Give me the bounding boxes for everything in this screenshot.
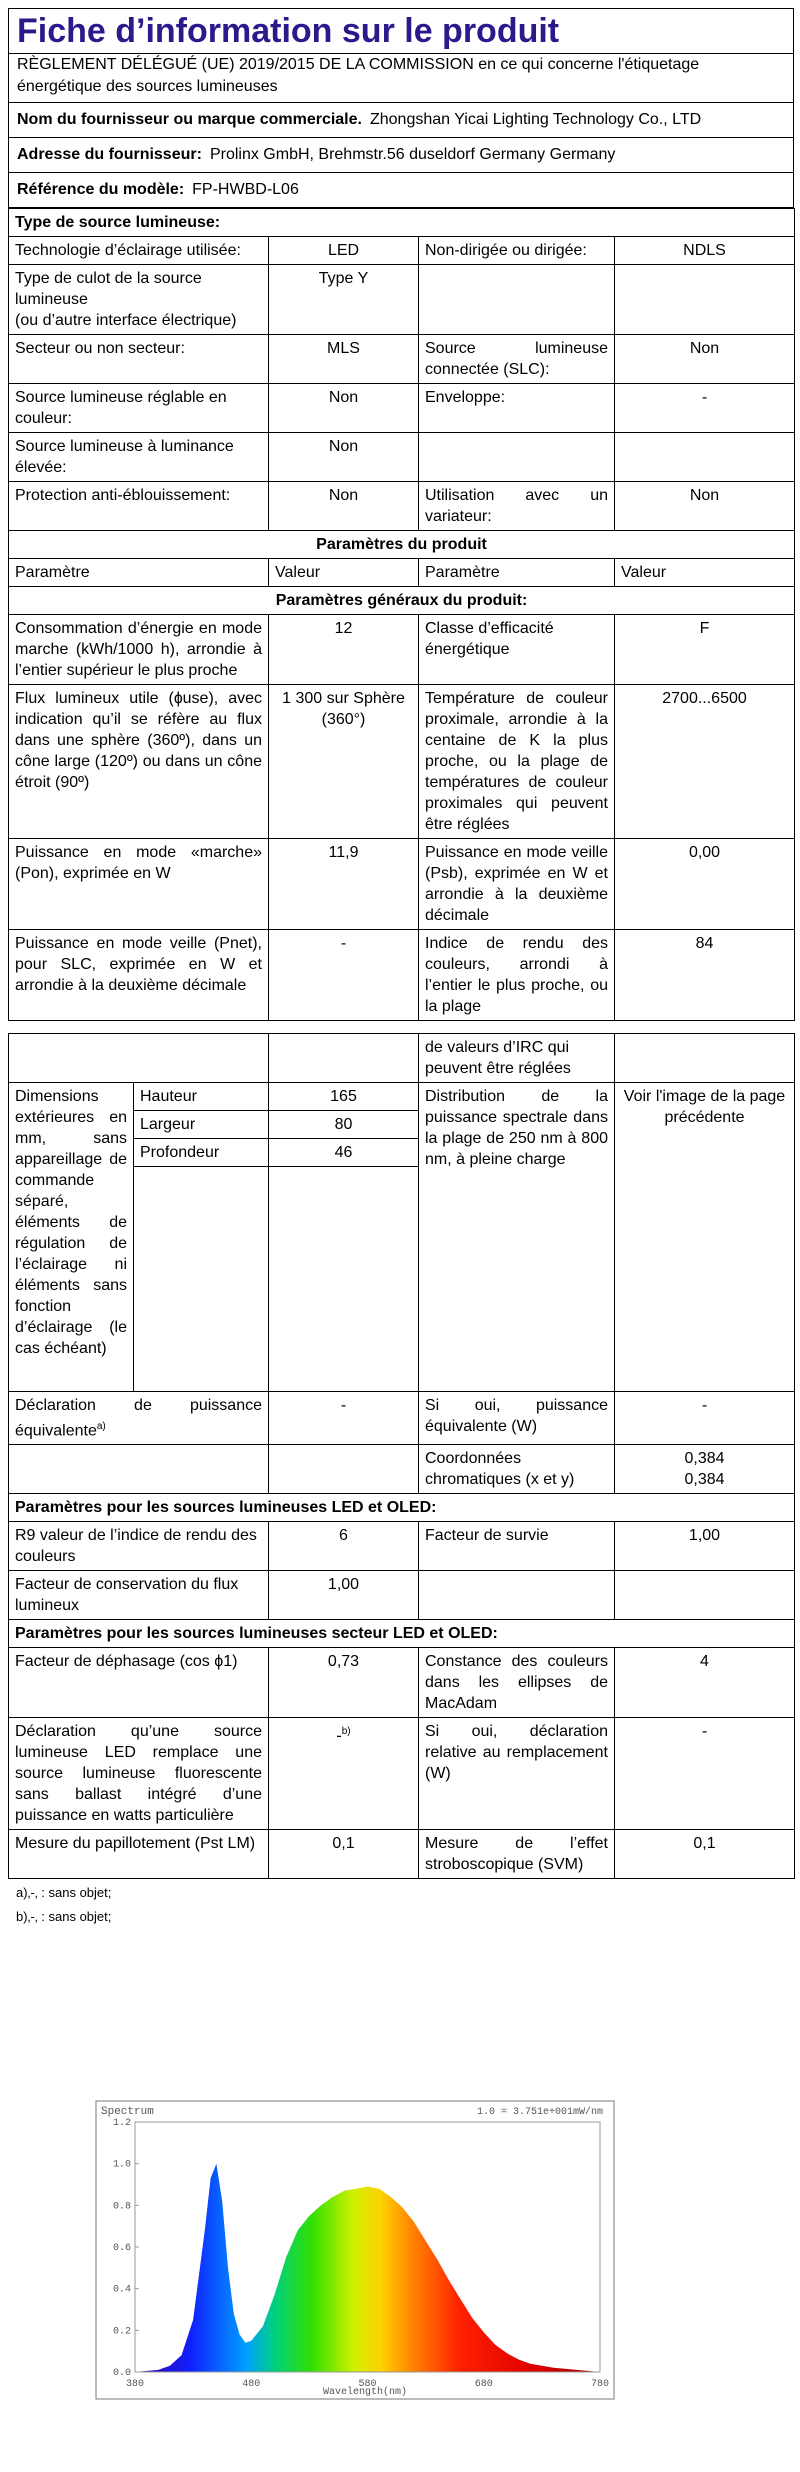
dimension-name: Largeur [134,1111,269,1139]
y-tick-label: 0.2 [112,2326,131,2338]
empty-cell [9,1445,269,1494]
empty-cell [134,1167,269,1392]
row-label-line: (ou d’autre interface électrique) [15,312,237,329]
regulation-subtitle: RÈGLEMENT DÉLÉGUÉ (UE) 2019/2015 DE LA COMMISSION en ce qui concerne l'étiquetage énergétique des sources lumineuses [8,53,794,103]
table-row [9,615,795,685]
table-row [9,1083,795,1111]
spectrum-svg [95,2100,615,2400]
y-tick-label: 0.4 [112,2284,131,2296]
row-value: Non [269,433,419,482]
row-label [419,1571,615,1620]
dimension-name: Profondeur [134,1139,269,1167]
dimension-value: 165 [269,1083,419,1111]
mains-header-row [9,1620,795,1648]
row-label: Classe d’efficacité énergétique [419,615,615,685]
row-value: - [615,1718,795,1830]
row-value: - [269,930,419,1021]
empty-cell [269,1167,419,1392]
row-value: - [615,1392,795,1445]
dimensions-label: Dimensions extérieures en mm, sans appareillage de commande séparé, éléments de régulation de l’éclairage ni éléments sans fonction d’éclairage (le cas échéant) [9,1083,134,1392]
row-value [615,1571,795,1620]
column-header: Valeur [269,559,419,587]
table-row [9,685,795,839]
dimension-value: 80 [269,1111,419,1139]
row-label: Distribution de la puissance spectrale dans la plage de 250 nm à 800 nm, à pleine charge [419,1083,615,1392]
type-header: Type de source lumineuse: [9,209,795,237]
footnote: b)‚-‚ : sans objet; [16,1909,112,1925]
table-row [9,335,795,384]
value-text: - [336,1727,342,1745]
row-label: Facteur de déphasage (cos ϕ1) [9,1648,269,1718]
row-value: MLS [269,335,419,384]
params-header-row [9,531,795,559]
row-value: 84 [615,930,795,1021]
y-tick-label: 1.0 [112,2159,131,2171]
row-value [615,265,795,335]
row-value [615,433,795,482]
chroma-x: 0,384 [684,1450,725,1468]
chart-annotation: 1.0 = 3.751e+001mW/nm [476,2107,603,2118]
row-value: Non [615,335,795,384]
row-label: Facteur de conservation du flux lumineux [9,1571,269,1620]
row-label: Déclaration qu’une source lumineuse LED remplace une source lumineuse fluorescente sans ballast intégré d’une puissance en watts particulière [9,1718,269,1830]
table-row [9,1522,795,1571]
page-break [8,1021,794,1033]
row-value: 2700...6500 [615,685,795,839]
row-label-line: Type de culot de la source lumineuse [15,270,202,308]
address-value: Prolinx GmbH, Brehmstr.56 duseldorf Germany Germany [209,146,616,163]
row-label: Puissance en mode veille (Psb), exprimée en W et arrondie à la deuxième décimale [419,839,615,930]
x-tick-label: 780 [590,2379,610,2390]
footnote-ref: b) [341,1726,351,1738]
table-row [9,1034,795,1083]
row-value: LED [269,237,419,265]
row-value: Non [269,482,419,531]
row-value: 0,00 [615,839,795,930]
x-axis-label: Wavelength(nm) [322,2387,408,2398]
row-value: - [615,384,795,433]
mains-header: Paramètres pour les sources lumineuses secteur LED et OLED: [9,1620,795,1648]
row-label: de valeurs d’IRC qui peuvent être réglées [419,1034,615,1083]
row-label: Si oui, puissance équivalente (W) [419,1392,615,1445]
led-header: Paramètres pour les sources lumineuses LED et OLED: [9,1494,795,1522]
row-label: Utilisation avec un variateur: [419,482,615,531]
x-tick-label: 380 [125,2379,145,2390]
row-value: - [269,1392,419,1445]
row-label: Technologie d’éclairage utilisée: [9,237,269,265]
page-title: Fiche d’information sur le produit [8,8,794,53]
row-label: Facteur de survie [419,1522,615,1571]
model-label: Référence du modèle: [17,181,185,198]
row-label [9,1392,269,1445]
column-header: Paramètre [419,559,615,587]
row-value: 12 [269,615,419,685]
y-tick-label: 0.0 [112,2368,131,2379]
row-label: Si oui, déclaration relative au remplacement (W) [419,1718,615,1830]
x-tick-label: 480 [242,2379,261,2390]
row-value: 0,1 [269,1830,419,1879]
continuation-table [8,1033,795,1879]
row-value: 1 300 sur Sphère (360°) [269,685,419,839]
dimension-name: Hauteur [134,1083,269,1111]
row-label: Puissance en mode «marche» (Pon), exprimée en W [9,839,269,930]
y-tick-label: 0.6 [112,2243,131,2254]
empty-cell [269,1445,419,1494]
footnote: a)‚-‚ : sans objet; [16,1885,112,1901]
x-tick-label: 680 [474,2379,493,2390]
row-value [269,1718,419,1830]
row-label: Source lumineuse réglable en couleur: [9,384,269,433]
table-row [9,1830,795,1879]
row-label: Consommation d’énergie en mode marche (kWh/1000 h), arrondie à l’entier supérieur le plus proche [9,615,269,685]
row-label: Source lumineuse à luminance élevée: [9,433,269,482]
column-header: Valeur [615,559,795,587]
row-value: Voir l'image de la page précédente [615,1083,795,1392]
led-header-row [9,1494,795,1522]
row-value: Type Y [269,265,419,335]
empty-cell [9,1034,269,1083]
table-row [9,384,795,433]
table-row [9,1718,795,1830]
y-tick-label: 1.2 [112,2118,131,2129]
row-label: Coordonnées chromatiques (x et y) [419,1445,615,1494]
row-value: F [615,615,795,685]
supplier-label: Nom du fournisseur ou marque commerciale. [17,111,362,128]
row-label: Flux lumineux utile (ɸuse), avec indication qu’il se réfère au flux dans une sphère (360º), dans un cône large (120º) ou dans un cône étroit (90º) [9,685,269,839]
table-row [9,265,795,335]
footnote-ref: a) [96,1421,106,1432]
row-value: 11,9 [269,839,419,930]
table-row [9,482,795,531]
row-value [615,1445,795,1494]
table-row [9,930,795,1021]
row-label: Enveloppe: [419,384,615,433]
row-value: 1,00 [615,1522,795,1571]
spectrum-chart [95,2100,615,2400]
row-value: 4 [615,1648,795,1718]
table-row [9,433,795,482]
main-table [8,208,795,1021]
column-header-row [9,559,795,587]
chart-title: Spectrum [101,2106,154,2118]
row-label: Source lumineuse connectée (SLC): [419,335,615,384]
dimension-value: 46 [269,1139,419,1167]
general-header: Paramètres généraux du produit: [9,587,795,615]
supplier-row [8,103,794,138]
table-row [9,1445,795,1494]
table-row [9,839,795,930]
row-value: Non [615,482,795,531]
row-value: 6 [269,1522,419,1571]
row-label: R9 valeur de l’indice de rendu des couleurs [9,1522,269,1571]
row-label: Protection anti-éblouissement: [9,482,269,531]
table-row [9,1571,795,1620]
chroma-y: 0,384 [684,1471,725,1489]
product-info-sheet [8,8,794,1927]
type-header-row [9,209,795,237]
x-tick-label: 580 [358,2379,377,2390]
row-label: Constance des couleurs dans les ellipses de MacAdam [419,1648,615,1718]
row-label: Non-dirigée ou dirigée: [419,237,615,265]
address-label: Adresse du fournisseur: [17,146,202,163]
supplier-value: Zhongshan Yicai Lighting Technology Co., LTD [369,111,702,128]
model-value: FP-HWBD-L06 [192,181,299,198]
row-label [419,265,615,335]
table-row [9,1392,795,1445]
row-label: Mesure du papillotement (Pst LM) [9,1830,269,1879]
general-header-row [9,587,795,615]
empty-cell [269,1034,419,1083]
row-value: 0,1 [615,1830,795,1879]
row-value: Non [269,384,419,433]
row-label: Mesure de l’effet stroboscopique (SVM) [419,1830,615,1879]
y-tick-label: 0.8 [112,2201,131,2213]
row-label [419,433,615,482]
row-value: 0,73 [269,1648,419,1718]
row-label: Température de couleur proximale, arrondie à la centaine de K la plus proche, ou la plage de températures de couleur proximales qui peuvent être réglées [419,685,615,839]
table-row [9,1648,795,1718]
address-row [8,138,794,173]
column-header: Paramètre [9,559,269,587]
row-label: Puissance en mode veille (Pnet), pour SLC, exprimée en W et arrondie à la deuxième décimale [9,930,269,1021]
table-row [9,237,795,265]
empty-cell [615,1034,795,1083]
equiv-label: Déclaration de puissance équivalente [15,1397,262,1440]
row-label [9,265,269,335]
row-label: Indice de rendu des couleurs, arrondi à l’entier le plus proche, ou la plage [419,930,615,1021]
row-label: Secteur ou non secteur: [9,335,269,384]
row-value: 1,00 [269,1571,419,1620]
row-value: NDLS [615,237,795,265]
params-header: Paramètres du produit [9,531,795,559]
model-row [8,173,794,208]
